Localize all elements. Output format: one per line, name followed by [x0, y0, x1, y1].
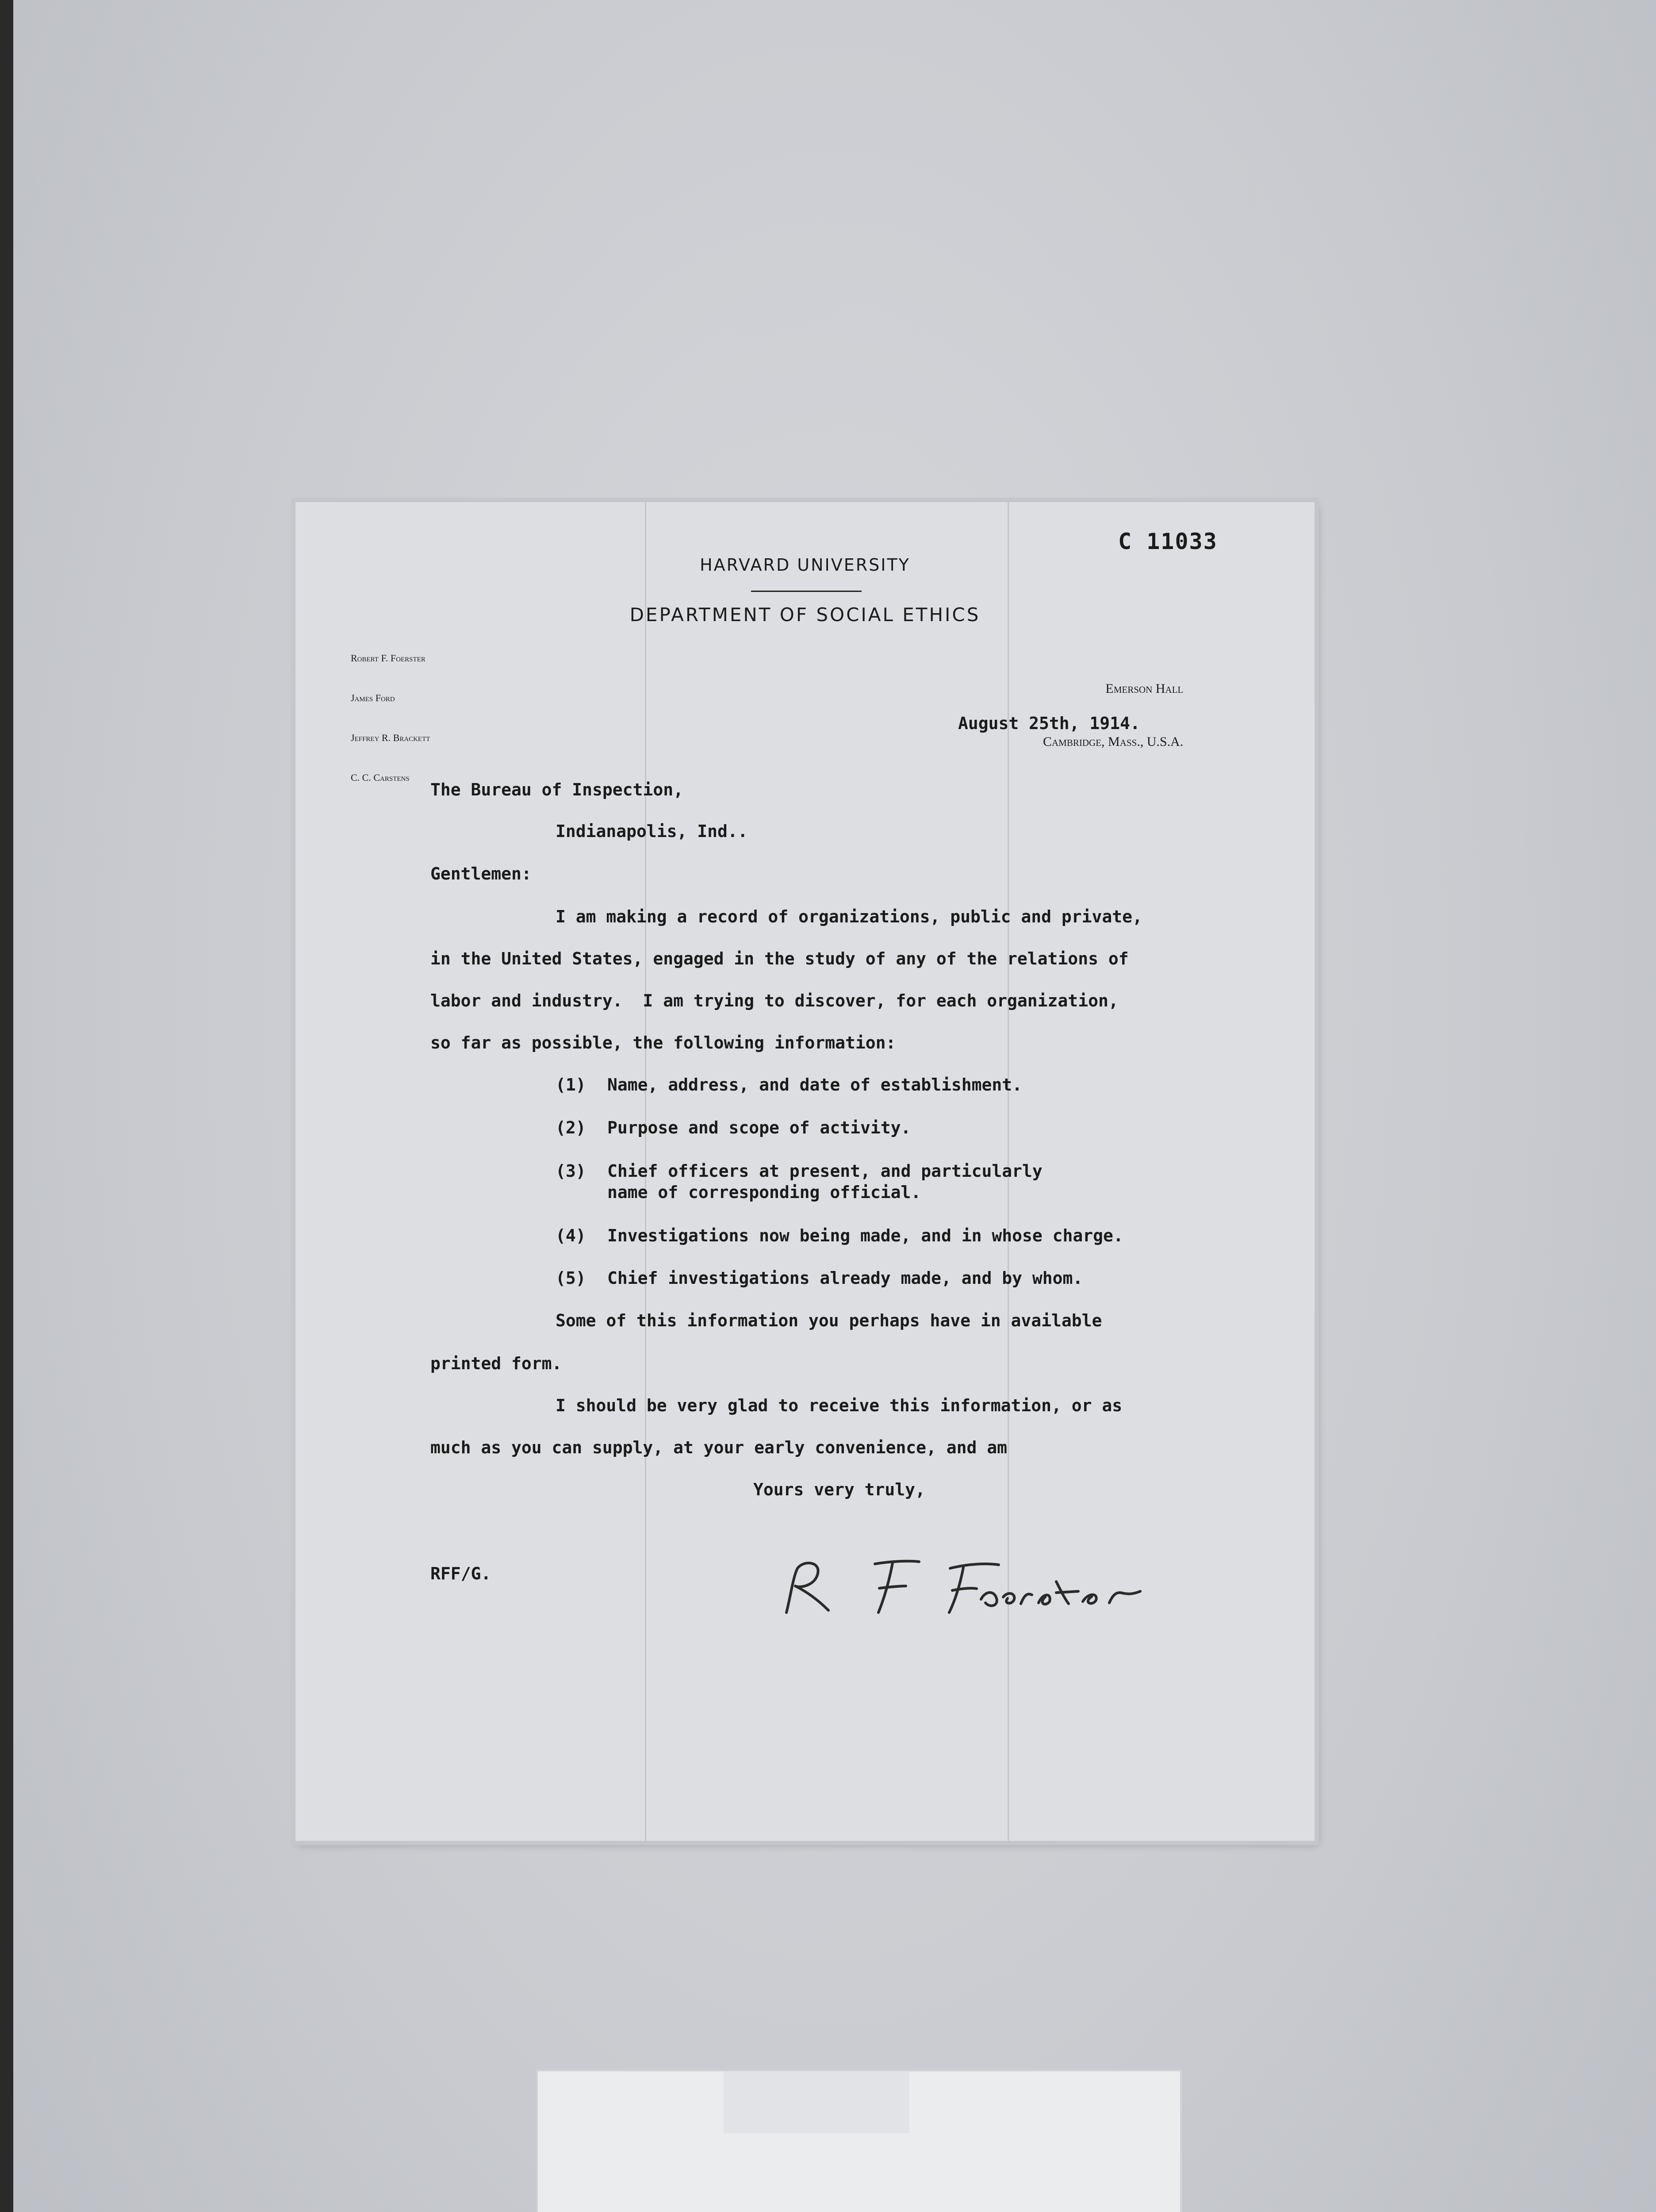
address-city: Cambridge, Mass., U.S.A.	[1043, 734, 1184, 749]
body-line: labor and industry. I am trying to discover, for each organization,	[430, 991, 1119, 1010]
scan-edge	[0, 0, 13, 2212]
letterhead-department: DEPARTMENT OF SOCIAL ETHICS	[629, 604, 981, 626]
letter-page	[295, 502, 1315, 1841]
faculty-name: Jeffrey R. Brackett	[351, 732, 430, 743]
list-item-number: (3)	[556, 1161, 586, 1181]
letter-date: August 25th, 1914.	[958, 714, 1140, 733]
letterhead-rule	[751, 591, 862, 592]
signature	[773, 1551, 1171, 1626]
body-line: so far as possible, the following information:	[430, 1033, 896, 1052]
list-item-number: (4)	[556, 1226, 586, 1245]
address-building: Emerson Hall	[1105, 681, 1184, 696]
list-item-number: (1)	[556, 1075, 586, 1094]
list-item-text: Chief officers at present, and particularly	[607, 1161, 1043, 1181]
document-number: C 11033	[1118, 529, 1218, 554]
body-line: Some of this information you perhaps have in available	[556, 1311, 1102, 1330]
archive-label-tab	[538, 2071, 1180, 2212]
list-item-number: (5)	[556, 1268, 586, 1288]
salutation: Gentlemen:	[430, 864, 532, 883]
list-item-text: Chief investigations already made, and by whom.	[607, 1268, 1083, 1288]
faculty-list	[351, 625, 430, 811]
list-item-text: Investigations now being made, and in whose charge.	[607, 1226, 1123, 1245]
faculty-name: C. C. Carstens	[351, 772, 410, 783]
letterhead-university: HARVARD UNIVERSITY	[700, 555, 910, 575]
body-line: much as you can supply, at your early convenience, and am	[430, 1438, 1008, 1457]
body-line: printed form.	[430, 1354, 562, 1373]
typist-initials: RFF/G.	[430, 1564, 491, 1583]
faculty-name: Robert F. Foerster	[351, 653, 426, 664]
list-item-number: (2)	[556, 1118, 586, 1137]
faculty-name: James Ford	[351, 692, 395, 703]
tab-notch	[724, 2071, 909, 2133]
recipient-name: The Bureau of Inspection,	[430, 780, 683, 799]
list-item-text: Purpose and scope of activity.	[607, 1118, 911, 1137]
closing: Yours very truly,	[753, 1480, 925, 1499]
list-item-text: name of corresponding official.	[607, 1183, 921, 1202]
recipient-city: Indianapolis, Ind..	[556, 822, 748, 841]
body-line: in the United States, engaged in the study of any of the relations of	[430, 949, 1129, 968]
body-line: I should be very glad to receive this information, or as	[556, 1396, 1123, 1415]
body-line: I am making a record of organizations, public and private,	[556, 907, 1142, 926]
list-item-text: Name, address, and date of establishment.	[607, 1075, 1022, 1094]
